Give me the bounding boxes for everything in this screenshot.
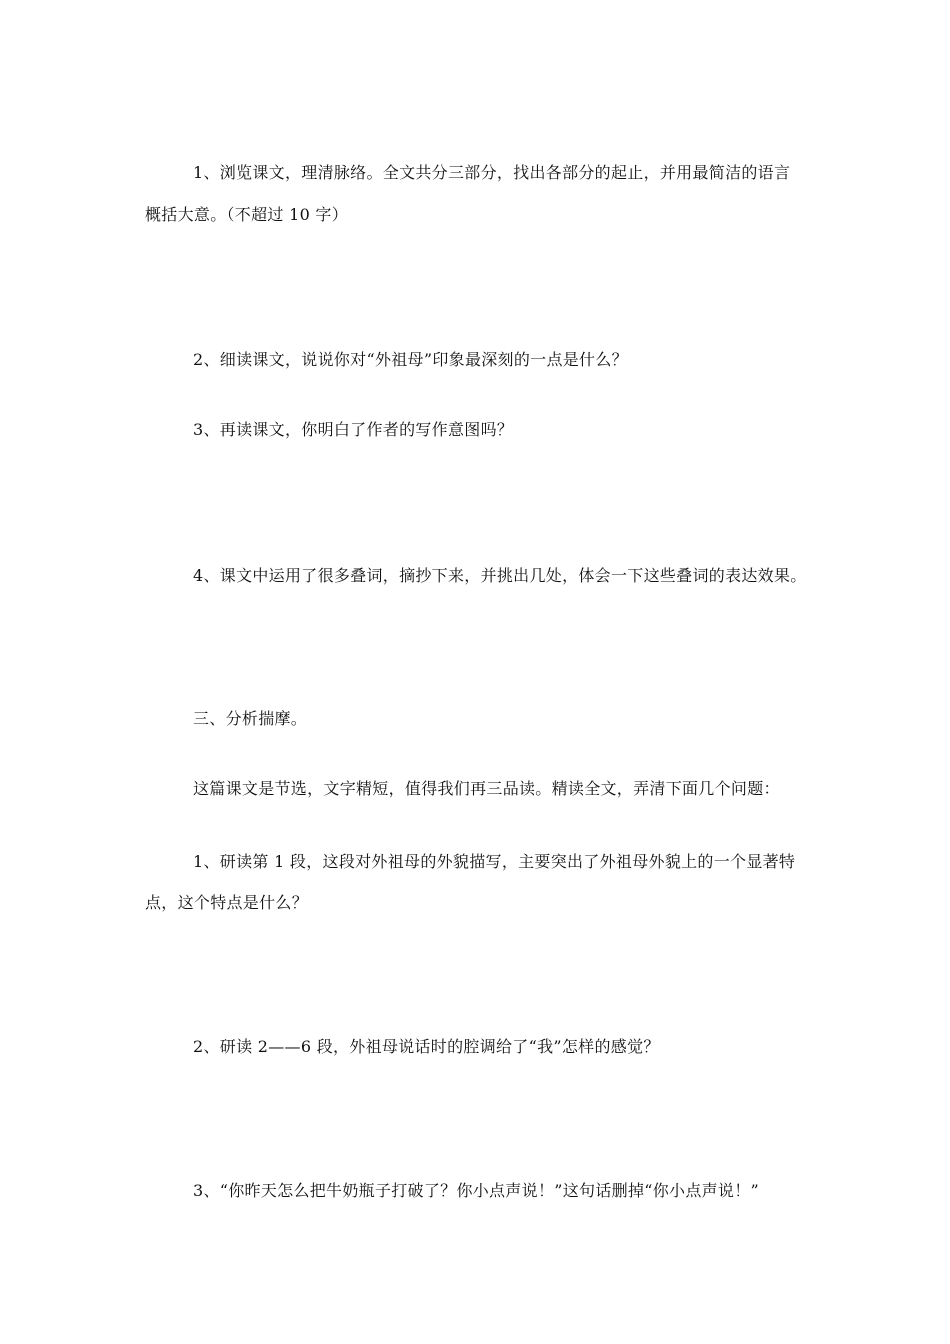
analysis-question-2: 2、研读 2——6 段，外祖母说话时的腔调给了“我”怎样的感觉？ <box>193 1037 660 1056</box>
section-heading: 三、分析揣摩。 <box>193 709 308 728</box>
question-4: 4、课文中运用了很多叠词，摘抄下来，并挑出几处，体会一下这些叠词的表达效果。 <box>193 566 807 585</box>
analysis-question-3: 3、“你昨天怎么把牛奶瓶子打破了？你小点声说！”这句话删掉“你小点声说！” <box>193 1181 759 1200</box>
question-1-line-1: 1、浏览课文，理清脉络。全文共分三部分，找出各部分的起止，并用最简洁的语言 <box>193 163 791 182</box>
analysis-question-1-line-1: 1、研读第 1 段，这段对外祖母的外貌描写，主要突出了外祖母外貌上的一个显著特 <box>193 852 796 871</box>
question-1-line-2: 概括大意。（不超过 10 字） <box>145 205 349 224</box>
question-3: 3、再读课文，你明白了作者的写作意图吗？ <box>193 420 514 439</box>
analysis-question-1-line-2: 点，这个特点是什么？ <box>145 893 309 912</box>
question-2: 2、细读课文，说说你对“外祖母”印象最深刻的一点是什么？ <box>193 350 628 369</box>
section-intro: 这篇课文是节选，文字精短，值得我们再三品读。精读全文，弄清下面几个问题： <box>193 779 780 798</box>
